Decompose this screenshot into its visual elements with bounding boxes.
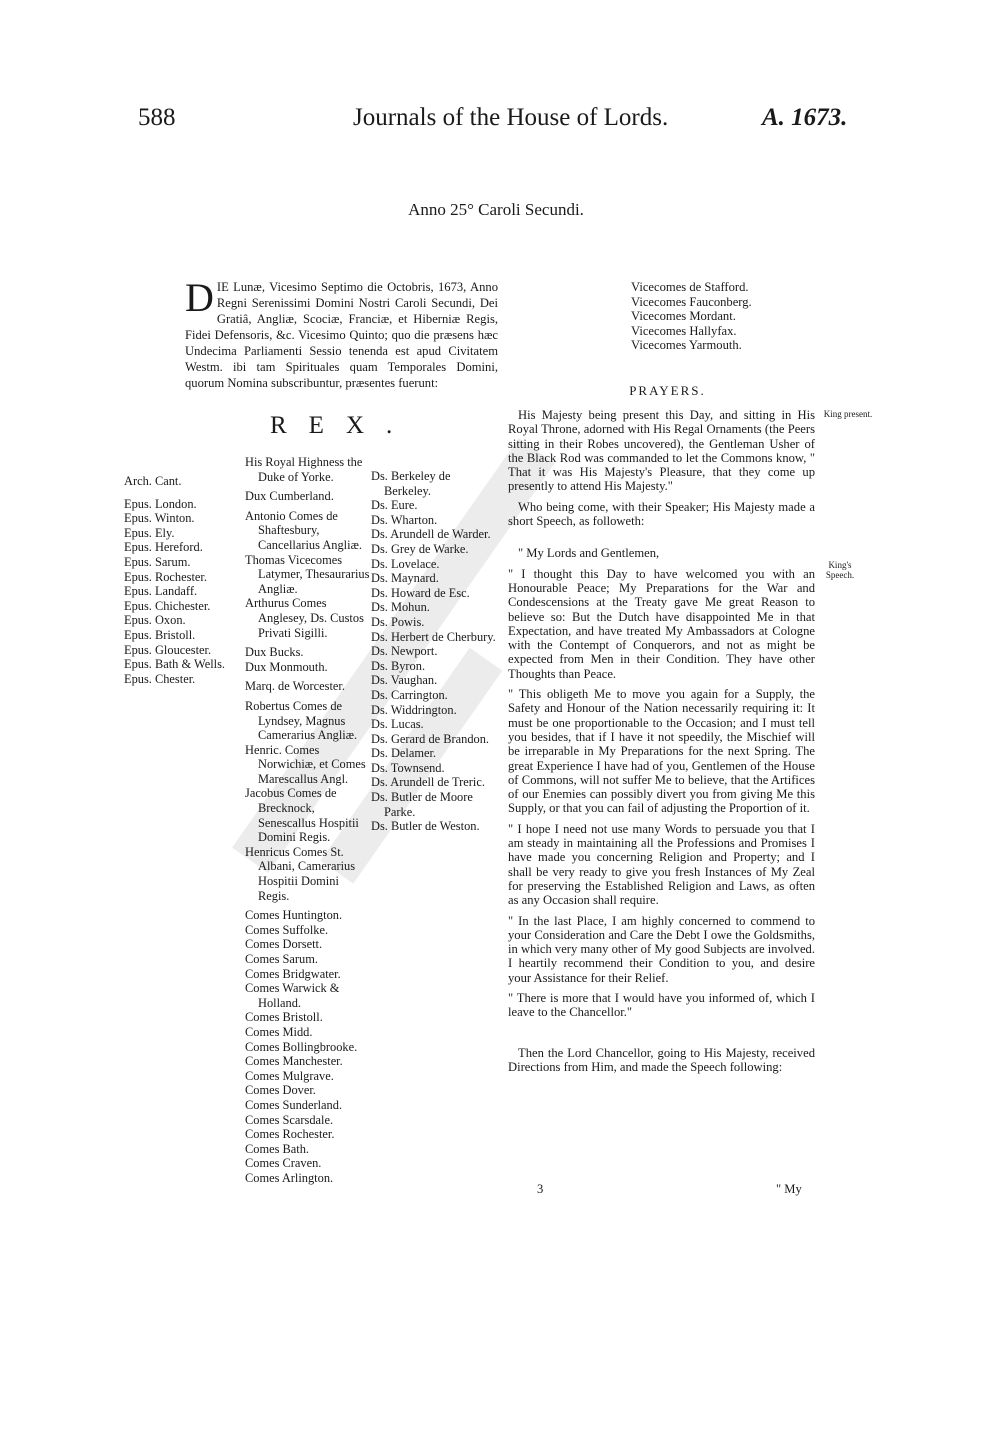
list-item: Comes Sunderland. — [245, 1097, 343, 1112]
list-item: Ds. Howard de Esc. — [371, 585, 470, 600]
list-item: Ds. Arundell de Warder. — [371, 527, 491, 542]
list-item: Comes Mulgrave. — [245, 1068, 334, 1083]
list-item: Comes Sarum. — [245, 952, 318, 966]
list-item: Vicecomes Yarmouth. — [631, 338, 742, 353]
paragraph: Then the Lord Chancellor, going to His Majesty, received Directions from Him, and made the Speech following: — [508, 1045, 815, 1074]
list-item: Ds. Wharton. — [371, 512, 438, 527]
list-item: Epus. Hereford. — [124, 540, 203, 555]
list-item: Ds. Vaughan. — [371, 673, 438, 688]
list-item: Epus. Rochester. — [124, 569, 207, 584]
paragraph: His Majesty being present this Day, and sitting in His Royal Throne, adorned with His Regal Ornaments (the Peers sitting in their Robes uncovered), the Gentleman Usher of the Black Rod was commanded to let the Commons know, " That it was His Majesty's Pleasure, that they come up presently to attend His Majesty." — [508, 408, 815, 494]
list-item: Ds. Delamer. — [371, 746, 437, 761]
list-item: Ds. Arundell de Treric. — [371, 775, 485, 790]
list-item: Ds. Eure. — [371, 498, 418, 513]
page-number: 588 — [138, 104, 176, 131]
list-item: Dux Monmouth. — [245, 659, 328, 674]
list-item: Comes Bristoll. — [245, 1010, 323, 1025]
session-title: Anno 25° Caroli Secundi. — [408, 200, 584, 219]
list-item: Comes Warwick & Holland. — [245, 981, 340, 1010]
list-item: Ds. Carrington. — [371, 687, 448, 702]
list-item: Comes Midd. — [245, 1024, 313, 1039]
list-item: Antonio Comes de Shaftesbury, Cancellarius Angliæ. — [245, 508, 362, 552]
signature-mark: 3 — [537, 1182, 544, 1196]
speech-paragraph: " This obligeth Me to move you again for a Supply, the Safety and Honour of the Nation necessarily requiring it: It must be one proportionable to the Occasion; and I must tell you besides, that if I have it not speedily, the Mischief will be irreparable in My Preparations for the next Spring. The great Experience I have had of you, Gentlemen of the House of Commons, will not suffer Me to believe, that the Artifices of our Enemies can possibly divert you from giving Me this Supply, or that you can fail of adjusting the Proportion of it. — [508, 687, 815, 816]
list-item: Ds. Byron. — [371, 658, 426, 673]
list-item: Ds. Lucas. — [371, 717, 424, 732]
list-item: Comes Bollingbrooke. — [245, 1039, 358, 1054]
list-item: Epus. Chichester. — [124, 598, 211, 613]
list-item: Arch. Cant. — [124, 474, 182, 488]
list-item: Comes Craven. — [245, 1156, 322, 1171]
speech-paragraph: " I hope I need not use many Words to persuade you that I am steady in maintaining all the Professions and Promises I have made you concerning Religion and Property; and I shall be very ready to give you fresh Instances of My Zeal for preserving the Established Religion and Laws, as often as any Occasion shall require. — [508, 821, 815, 908]
margin-note-king-present: King present. — [823, 409, 873, 419]
margin-note-kings-speech: King's Speech. — [825, 560, 855, 580]
list-item: Ds. Gerard de Brandon. — [371, 731, 490, 746]
viscounts-list — [631, 280, 752, 353]
list-item: Epus. Landaff. — [124, 584, 198, 599]
list-item: Henric. Comes Norwichiæ, et Comes Marescallus Angl. — [245, 742, 366, 786]
list-item: Epus. Winton. — [124, 511, 195, 526]
list-item: Dux Cumberland. — [245, 489, 334, 504]
list-item: Comes Scarsdale. — [245, 1112, 334, 1127]
list-item: Vicecomes Hallyfax. — [631, 323, 737, 338]
list-item: Arthurus Comes Anglesey, Ds. Custos Privati Sigilli. — [245, 596, 364, 640]
prayers-heading: PRAYERS. — [629, 383, 706, 398]
list-item: Ds. Berkeley de Berkeley. — [371, 469, 451, 498]
drop-cap: D — [185, 275, 214, 320]
list-item: Epus. Gloucester. — [124, 642, 212, 657]
list-item: His Royal Highness the Duke of Yorke. — [245, 455, 363, 484]
list-item: Robertus Comes de Lyndsey, Magnus Camerarius Angliæ. — [245, 698, 358, 743]
list-item: Jacobus Comes de Brecknock, Senescallus Hospitii Domini Regis. — [245, 786, 359, 845]
list-item: Dux Bucks. — [245, 645, 304, 660]
barons-list — [371, 469, 496, 834]
list-item: Vicecomes Mordant. — [631, 309, 736, 324]
rex-heading: REX. — [270, 412, 415, 439]
list-item: Epus. London. — [124, 496, 197, 511]
catchword: " My — [776, 1182, 802, 1196]
speech-salutation: " My Lords and Gentlemen, — [518, 546, 660, 561]
list-item: Comes Dover. — [245, 1083, 316, 1098]
list-item: Epus. Chester. — [124, 671, 196, 686]
list-item: Ds. Herbert de Cherbury. — [371, 629, 496, 644]
list-item: Epus. Sarum. — [124, 554, 191, 569]
speech-paragraph: " There is more that I would have you informed of, which I leave to the Chancellor." — [508, 990, 815, 1020]
temporal-lords-list — [245, 455, 370, 1186]
list-item: Ds. Butler de Weston. — [371, 819, 480, 834]
list-item: Ds. Newport. — [371, 644, 438, 659]
speech-paragraph: " I thought this Day to have welcomed you with an Honourable Peace; My Preparations for the War and Condescensions at the Treaty gave Me great Reason to believe so: But the Dutch have disappointed Me in that Expectation, and have treated My Ambassadors at Cologne with the Contempt of Conquerors, and not as might be expected from Men in their Condition. They have other Thoughts than Peace. — [508, 566, 815, 681]
list-item: Comes Manchester. — [245, 1054, 343, 1069]
speech-paragraph: " In the last Place, I am highly concerned to commend to your Consideration and Care the Debt I owe the Goldsmiths, in which very many other of My good Subjects are involved. I heartily recommend their Condition to you, and desire your Assistance for their Relief. — [508, 913, 815, 985]
list-item: Henricus Comes St. Albani, Camerarius Hospitii Domini Regis. — [245, 844, 356, 903]
page-year: A. 1673. — [762, 104, 848, 131]
list-item: Epus. Oxon. — [124, 613, 186, 628]
list-item: Ds. Lovelace. — [371, 556, 440, 571]
list-item: Vicecomes Fauconberg. — [631, 294, 752, 309]
list-item: Vicecomes de Stafford. — [631, 280, 749, 294]
list-item: Comes Arlington. — [245, 1170, 334, 1185]
list-item: Ds. Mohun. — [371, 600, 430, 615]
intro-paragraph — [185, 275, 498, 391]
list-item: Ds. Butler de Moore Parke. — [371, 790, 473, 819]
list-item: Comes Bath. — [245, 1141, 310, 1156]
list-item: Comes Huntington. — [245, 908, 343, 923]
list-item: Epus. Bristoll. — [124, 627, 196, 642]
page-title: Journals of the House of Lords. — [353, 104, 669, 131]
list-item: Ds. Townsend. — [371, 760, 445, 775]
list-item: Comes Bridgwater. — [245, 966, 341, 981]
list-item: Marq. de Worcester. — [245, 679, 345, 694]
list-item: Ds. Grey de Warke. — [371, 541, 469, 556]
body-text — [508, 408, 815, 1080]
list-item: Comes Suffolke. — [245, 922, 329, 937]
intro-text: IE Lunæ, Vicesimo Septimo die Octobris, 1673, Anno Regni Serenissimi Domini Nostri Caroli Secundi, Dei Gratiâ, Angliæ, Scociæ, Franciæ, et Hiberniæ Regis, Fidei Defensoris, &c. Vicesimo Quinto; quo die præsens hæc Undecima Parliamenti Sessio tenenda est apud Civitatem Westm. ibi tam Spirituales quam Temporales Domini, quorum Nomina subscribuntur, præsentes fuerunt: — [185, 280, 498, 390]
list-item: Ds. Maynard. — [371, 571, 439, 586]
list-item: Ds. Widdrington. — [371, 702, 457, 717]
list-item: Ds. Powis. — [371, 614, 425, 629]
list-item: Thomas Vicecomes Latymer, Thesaurarius Angliæ. — [245, 552, 370, 596]
list-item: Epus. Bath & Wells. — [124, 657, 225, 672]
paragraph: Who being come, with their Speaker; His Majesty made a short Speech, as followeth: — [508, 499, 815, 529]
list-item: Epus. Ely. — [124, 525, 175, 540]
bishops-list — [124, 469, 244, 686]
list-item: Comes Rochester. — [245, 1127, 335, 1142]
list-item: Comes Dorsett. — [245, 937, 323, 952]
